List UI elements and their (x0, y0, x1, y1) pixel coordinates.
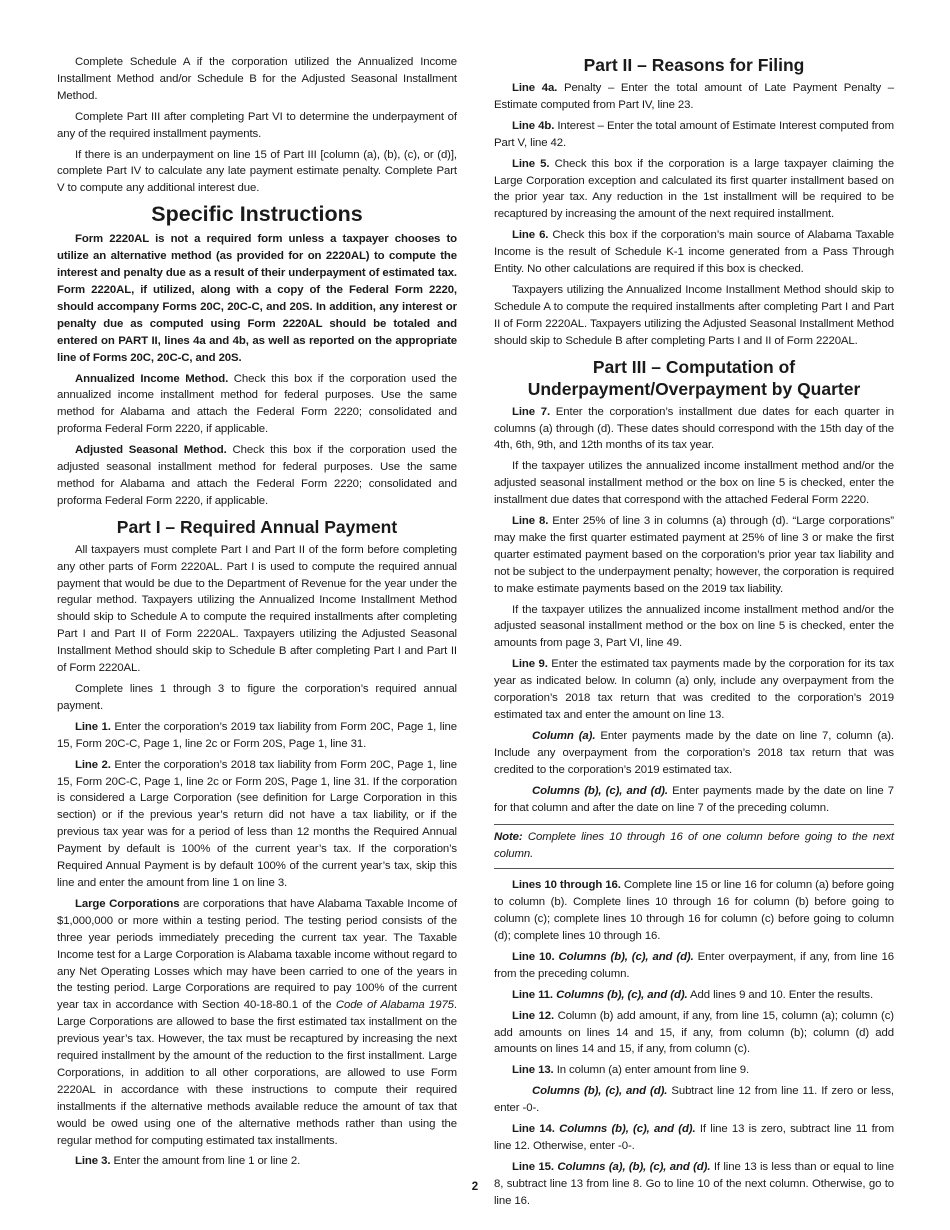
note-text: Complete lines 10 through 16 of one column before going to the next column. (494, 831, 894, 861)
line-10-paragraph (494, 949, 894, 983)
lines-10-16-text: Complete line 15 or line 16 for column (a) before going to column (b). Complete lines 10 through 16 for column (b) before going to column (c); complete lines 10 through 16 for column (c) before going to column (d); complete lines 10 through 16. (494, 879, 895, 942)
line-3-label: Line 3. (75, 1155, 111, 1168)
line-7-paragraph (494, 404, 894, 455)
part-2-taxpayers-paragraph: Taxpayers utilizing the Annualized Income Installment Method should skip to Schedule A to compute the required installments after completing Part I and Part II of Form 2220AL. Taxpayers utilizing the Adjusted Seasonal Installment Method should skip to Schedule B after completing Parts I and II of Form 2220AL. (494, 283, 894, 347)
adjusted-seasonal-paragraph (57, 442, 457, 510)
line-14-label: Line 14. (512, 1123, 555, 1136)
line-15-columns: Columns (a), (b), (c), and (d). (557, 1160, 711, 1173)
line-10-text: Enter overpayment, if any, from line 16 from the preceding column. (494, 950, 894, 980)
line-8-paragraph (494, 513, 894, 598)
note-paragraph (494, 829, 894, 863)
line-5-text: Check this box if the corporation is a large taxpayer claiming the Large Corporation exception and calculated its first quarter installment based on the prior year tax. Any reduction in the 1st installment will be required to be recaptured by increasing the amount of the next required installment. (494, 157, 894, 221)
line-6-paragraph (494, 227, 894, 278)
large-corporations-paragraph (57, 896, 457, 1150)
columns-bcd-paragraph (494, 783, 894, 817)
page-number: 2 (471, 1181, 479, 1193)
line-14-columns: Columns (b), (c), and (d). (559, 1123, 696, 1136)
line-2-text: Enter the corporation’s 2018 tax liability from Form 20C, Page 1, line 15, Form 20C-C, Page 1, line 2c or Form 20S, Page 1, line 31. If the corporation is considered a Large Corporation (see definition for Large Corporation in this section) or if the previous year’s return did not have a tax liability, or if the previous tax year was for a period of less than 12 months the Required Annual Payment by default is 100% of the current year’s tax. If the corporation’s Required Annual Payment is by default 100% of the current year’s tax, skip this line and enter the amount from line 1 on line 3. (57, 758, 457, 889)
line-12-label: Line 12. (512, 1009, 555, 1022)
part-2-heading: Part II – Reasons for Filing (583, 55, 805, 75)
column-a-text: Enter payments made by the date on line 7, column (a). Include any overpayment from the corporation’s 2018 tax return that was credited to the corporation’s 2019 estimated tax. (494, 729, 894, 776)
lines-10-16-paragraph (494, 877, 894, 945)
specific-instructions-heading: Specific Instructions (151, 202, 363, 227)
line-11-label: Line 11. (512, 988, 553, 1001)
code-of-alabama-reference: Code of Alabama 1975 (335, 999, 454, 1012)
note-box (494, 824, 894, 869)
line-6-text: Check this box if the corporation’s main source of Alabama Taxable Income is the result of Schedule K-1 income generated from a Pass Through Entity. No other calculations are required if this box is checked. (494, 229, 894, 276)
intro-paragraph-2: Complete Part III after completing Part VI to determine the underpayment of any of the required installment payments. (57, 110, 457, 140)
line-13-label: Line 13. (512, 1064, 554, 1077)
large-corporations-label: Large Corporations (75, 897, 180, 910)
line-11-columns: Columns (b), (c), and (d). (556, 988, 688, 1001)
part-1-paragraph-1: All taxpayers must complete Part I and Part II of the form before completing any other parts of Form 2220AL. Part I is used to compute the required annual payment that would be due to the Department of Revenue for the year under the regular method. Taxpayers utilizing the Annualized Income Installment Method should skip to Schedule A to compute the required installments after completing Part I and Part II of Form 2220AL. Taxpayers utilizing the Adjusted Seasonal Installment Method should skip to Schedule B after completing Part I and Part II of Form 2220AL. (57, 543, 457, 675)
line-9-text: Enter the estimated tax payments made by the corporation for its tax year as indicated below. In column (a) only, include any overpayment from the corporation’s 2018 tax return that was credited to the corporation’s 2019 estimated tax and enter the amount on line 13. (494, 658, 894, 721)
line-13-columns: Columns (b), (c), and (d). (532, 1085, 668, 1098)
line-14-paragraph (494, 1121, 894, 1155)
part-1-paragraph-2: Complete lines 1 through 3 to figure the corporation’s required annual payment. (57, 683, 457, 712)
annualized-income-label: Annualized Income Method. (75, 372, 229, 385)
line-10-columns: Columns (b), (c), and (d). (558, 950, 694, 963)
line-14-text: If line 13 is zero, subtract line 11 from line 12. Otherwise, enter -0-. (494, 1123, 894, 1152)
intro-paragraph-3: If there is an underpayment on line 15 of Part III [column (a), (b), (c), or (d)], complete Part IV to calculate any late payment estimate penalty. Complete Part V to compute any additional interest due. (57, 148, 457, 195)
part-3-heading-line-2: Underpayment/Overpayment by Quarter (527, 378, 861, 399)
line-12-paragraph (494, 1008, 894, 1059)
part-3-heading-line-1: Part III – Computation of (592, 356, 796, 377)
line-4b-text: Interest – Enter the total amount of Estimate Interest computed from Part V, line 42. (494, 119, 894, 149)
line-7-label: Line 7. (512, 405, 551, 418)
line-4a-paragraph (494, 80, 894, 114)
columns-bcd-text: Enter payments made by the date on line 7 for that column and after the date on line 7 of the preceding column. (494, 784, 895, 814)
line-4a-label: Line 4a. (512, 82, 558, 94)
line-8-paragraph-2: If the taxpayer utilizes the annualized income installment method and/or the adjusted seasonal installment method or the box on line 5 is checked, enter the amounts from page 3, Part VI, line 49. (494, 603, 894, 650)
specific-instructions-bold-paragraph: Form 2220AL is not a required form unless a taxpayer chooses to utilize an alternative method (as provided for on 2220AL) to compute the interest and penalty due as a result of their underpayment of estimated tax. Form 2220AL, if utilized, along with a copy of the Federal Form 2220, should accompany Forms 20C, 20C-C, and 20S. In addition, any interest or penalty due as computed using Form 2220AL should be totaled and entered on PART II, lines 4a and 4b, as well as reported on the appropriate line of Forms 20C, 20C-C, and 20S. (57, 233, 457, 364)
line-13-text: In column (a) enter amount from line 9. (553, 1064, 750, 1077)
annualized-income-text: Check this box if the corporation used the annualized income installment method for federal purposes. Use the same method for Alabama and attach the Federal Form 2220; consolidated and proforma Federal Form 2220, if applicable. (57, 372, 457, 436)
right-column (494, 54, 894, 1214)
line-1-text: Enter the corporation’s 2019 tax liability from Form 20C, Page 1, line 15, Form 20C-C, Page 1, line 2c or Form 20S, Page 1, line 31. (57, 720, 457, 750)
line-8-text: Enter 25% of line 3 in columns (a) through (d). “Large corporations” may make the first quarter estimated payment at 25% of line 3 or make the first quarter estimated payment based on the corporation’s prior year tax liability and not be subject to the underpayment penalty; however, the corporation is required to make estimate payments based on the 2019 tax liability. (494, 515, 894, 595)
line-15-label: Line 15. (512, 1160, 554, 1173)
line-11-paragraph (494, 987, 894, 1004)
line-5-paragraph (494, 156, 894, 224)
columns-bcd-label: Columns (b), (c), and (d). (532, 784, 668, 797)
line-1-label: Line 1. (75, 720, 111, 733)
part-1-heading: Part I – Required Annual Payment (116, 516, 398, 537)
line-6-label: Line 6. (512, 229, 549, 242)
column-a-paragraph (494, 728, 894, 779)
adjusted-seasonal-text: Check this box if the corporation used the adjusted seasonal installment method for federal purposes. Use the same method for Alabama and attach the Federal Form 2220; consolidated and proforma Federal Form 2220, if applicable. (57, 444, 457, 507)
large-corporations-text-a: are corporations that have Alabama Taxable Income of $1,000,000 or more within a testing period. The testing period consists of the three year periods immediately preceding the current tax year. The Taxable Income test for a Large Corporation is Alabama taxable income without regard to any Net Operating Losses which may have been carried to one of the years in the testing period. Large Corporations are required to pay 100% of the current year tax in accordance with Section 40-18-80.1 of the (57, 897, 457, 1012)
lines-10-16-label: Lines 10 through 16. (512, 879, 621, 892)
note-label: Note: (494, 831, 523, 844)
line-13-text-2: Subtract line 12 from line 11. If zero or less, enter -0-. (494, 1085, 894, 1115)
large-corporations-text-b: . Large Corporations are allowed to base the first estimated tax installment on the previous year’s tax. However, the tax must be recaptured by increasing the next required installment by the amount of the reduction to the first installment. Large Corporations, in addition to all other corporations, are allowed to use Form 2220AL in accordance with these instructions to compute their required installments if the alternative methods available reduce the amount of tax that would be owed using one of the alternative methods rather than using the regular method for computing estimated tax installments. (57, 999, 457, 1147)
line-7-text: Enter the corporation’s installment due dates for each quarter in columns (a) through (d). These dates should correspond with the 15th day of the 4th, 6th, 9th, and 12th months of its tax year. (494, 405, 894, 452)
line-11-text: Add lines 9 and 10. Enter the results. (687, 988, 874, 1001)
line-4b-paragraph (494, 118, 894, 152)
line-7-paragraph-2: If the taxpayer utilizes the annualized income installment method and/or the adjusted seasonal installment method or the box on line 5 is checked, enter the installment due dates that correspond with the attached Federal Form 2220. (494, 460, 894, 507)
line-1-paragraph (57, 719, 457, 753)
line-3-text: Enter the amount from line 1 or line 2. (110, 1155, 301, 1168)
intro-paragraph-1: Complete Schedule A if the corporation utilized the Annualized Income Installment Method and/or Schedule B for the Adjusted Seasonal Installment Method. (57, 56, 457, 102)
adjusted-seasonal-label: Adjusted Seasonal Method. (75, 444, 227, 457)
column-a-label: Column (a). (532, 729, 596, 742)
line-2-paragraph (57, 757, 457, 892)
line-12-text: Column (b) add amount, if any, from line 15, column (a); column (c) add amounts on lines 14 and 15, if any, from column (b); column (d) add amounts on lines 14 and 15, if any, from column (c). (494, 1009, 894, 1056)
line-15-text: If line 13 is less than or equal to line 8, subtract line 13 from line 8. Go to line 10 of the next column. Otherwise, go to line 16. (494, 1160, 894, 1207)
line-4b-label: Line 4b. (512, 119, 555, 132)
line-13-paragraph (494, 1062, 894, 1079)
line-3-paragraph (57, 1153, 457, 1170)
line-4a-text: Penalty – Enter the total amount of Late Payment Penalty – Estimate computed from Part IV, line 23. (494, 82, 894, 111)
line-5-label: Line 5. (512, 157, 550, 170)
line-9-label: Line 9. (512, 658, 548, 671)
line-13-columns-paragraph (494, 1083, 894, 1117)
line-9-paragraph (494, 656, 894, 724)
part-3-heading (494, 356, 894, 400)
annualized-income-paragraph (57, 371, 457, 439)
line-8-label: Line 8. (512, 515, 549, 528)
line-10-label: Line 10. (512, 950, 555, 963)
left-column (57, 54, 457, 1174)
line-2-label: Line 2. (75, 758, 111, 771)
